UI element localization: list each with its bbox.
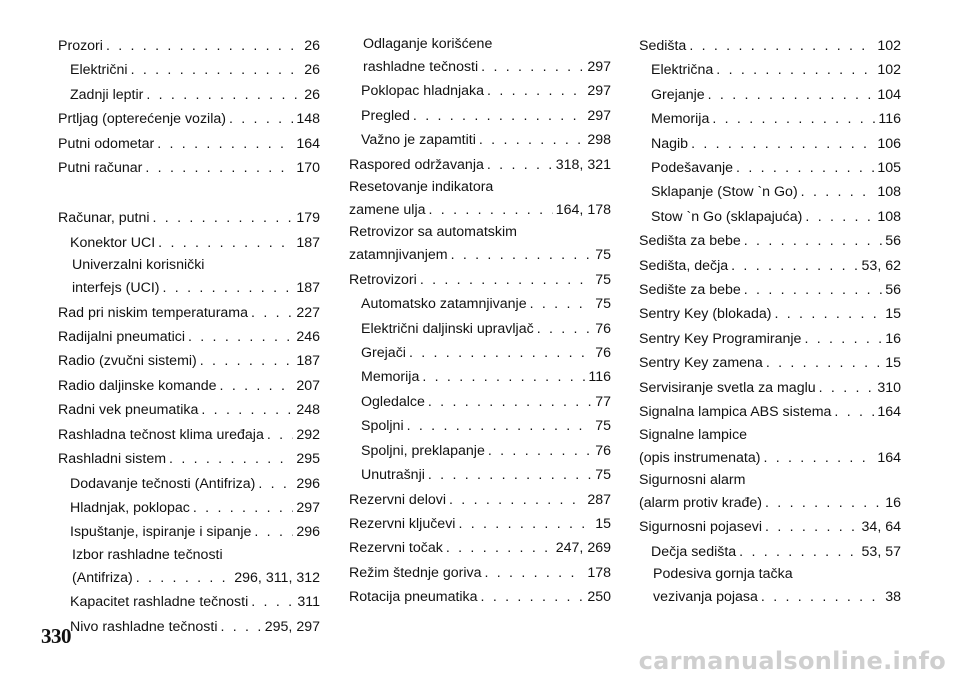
dot-leader bbox=[805, 205, 874, 229]
index-column-1 bbox=[58, 34, 320, 639]
index-entry bbox=[58, 231, 320, 255]
index-entry-pages: 76 bbox=[595, 442, 611, 459]
index-entry bbox=[639, 515, 901, 539]
index-entry-pages: 207 bbox=[296, 377, 320, 394]
dot-leader bbox=[763, 446, 874, 470]
index-entry-pages: 297 bbox=[587, 83, 611, 100]
index-entry-pages: 295 bbox=[296, 451, 320, 468]
index-entry-text: (alarm protiv krađe) bbox=[639, 494, 762, 511]
index-entry-line bbox=[349, 198, 611, 222]
index-entry-pages: 148 bbox=[296, 111, 320, 128]
index-entry-pages: 296 bbox=[296, 524, 320, 541]
index-entry bbox=[349, 414, 611, 438]
dot-leader bbox=[413, 104, 584, 128]
index-entry-pages: 287 bbox=[587, 491, 611, 508]
index-entry bbox=[58, 545, 320, 590]
index-entry-pages: 15 bbox=[885, 355, 901, 372]
index-entry-pages: 310 bbox=[877, 379, 901, 396]
index-entry bbox=[58, 325, 320, 349]
index-entry bbox=[639, 132, 901, 156]
index-entry bbox=[349, 34, 611, 79]
index-entry-pages: 248 bbox=[296, 402, 320, 419]
index-entry bbox=[58, 472, 320, 496]
index-entry-pages: 16 bbox=[885, 330, 901, 347]
index-entry-text: Prozori bbox=[58, 38, 103, 54]
index-entry bbox=[58, 423, 320, 447]
index-entry-line bbox=[653, 585, 901, 609]
index-entry-pages: 296 bbox=[296, 475, 320, 492]
index-entry-text: Memorija bbox=[651, 111, 710, 128]
index-entry-pages: 318, 321 bbox=[555, 156, 611, 173]
index-entry bbox=[349, 79, 611, 103]
index-entry-lead: Retrovizor sa automatskim bbox=[349, 224, 517, 241]
page-number: 330 bbox=[41, 624, 71, 648]
index-entry-text: Zadnji leptir bbox=[70, 86, 144, 103]
index-entry bbox=[639, 107, 901, 131]
index-entry-pages: 56 bbox=[885, 282, 901, 299]
index-entry bbox=[639, 278, 901, 302]
index-entry-pages: 38 bbox=[885, 589, 901, 606]
dot-leader bbox=[409, 341, 592, 365]
index-entry-text: Automatsko zatamnjivanje bbox=[361, 296, 527, 313]
dot-leader bbox=[739, 540, 858, 564]
index-entry-text: Pregled bbox=[361, 107, 410, 124]
index-entry-pages: 75 bbox=[595, 296, 611, 313]
index-entry-text: Konektor UCI bbox=[70, 234, 156, 251]
index-entry-pages: 295, 297 bbox=[264, 618, 320, 635]
dot-leader bbox=[530, 292, 593, 316]
dot-leader bbox=[479, 128, 584, 152]
dot-leader bbox=[449, 488, 584, 512]
index-entry-pages: 102 bbox=[877, 38, 901, 54]
watermark: carmanualsonline.info bbox=[638, 647, 946, 675]
dot-leader bbox=[484, 561, 584, 585]
index-entry-text: Nivo rashladne tečnosti bbox=[70, 618, 218, 635]
dot-leader bbox=[420, 268, 592, 292]
index-entry bbox=[639, 540, 901, 564]
index-entry bbox=[349, 463, 611, 487]
index-entry-text: Sentry Key Programiranje bbox=[639, 330, 802, 347]
dot-leader bbox=[766, 351, 882, 375]
index-entry-lead: Izbor rashladne tečnosti bbox=[72, 546, 223, 563]
index-entry-text: zatamnjivanjem bbox=[349, 247, 448, 264]
index-entry-pages: 247, 269 bbox=[555, 540, 611, 557]
index-entry-pages: 164 bbox=[877, 449, 901, 466]
index-column-3 bbox=[639, 34, 901, 610]
dot-leader bbox=[712, 107, 875, 131]
index-entry-pages: 116 bbox=[588, 369, 611, 386]
dot-leader bbox=[487, 79, 584, 103]
index-entry-text: vezivanja pojasa bbox=[653, 589, 758, 606]
index-entry-text: Rotacija pneumatika bbox=[349, 589, 478, 606]
index-entry-pages: 178 bbox=[587, 564, 611, 581]
index-entry-text: Poklopac hladnjaka bbox=[361, 83, 485, 100]
index-entry bbox=[58, 58, 320, 82]
index-entry-text: Električni daljinski upravljač bbox=[361, 320, 534, 337]
index-entry-pages: 75 bbox=[595, 271, 611, 288]
index-entry bbox=[639, 34, 901, 58]
index-entry-text: Rashladna tečnost klima uređaja bbox=[58, 426, 264, 443]
index-entry bbox=[639, 205, 901, 229]
index-entry-text: Dečja sedišta bbox=[651, 543, 737, 560]
index-entry-text: Raspored održavanja bbox=[349, 156, 484, 173]
index-entry bbox=[349, 341, 611, 365]
index-entry-text: Rezervni točak bbox=[349, 540, 443, 557]
index-entry-line bbox=[639, 446, 901, 470]
index-entry bbox=[639, 470, 901, 515]
index-entry bbox=[349, 128, 611, 152]
index-entry-line bbox=[363, 55, 611, 79]
dot-leader bbox=[537, 317, 593, 341]
index-entry-pages: 77 bbox=[595, 393, 611, 410]
index-entry-text: (Antifriza) bbox=[72, 569, 133, 586]
dot-leader bbox=[801, 180, 875, 204]
index-entry bbox=[639, 180, 901, 204]
dot-leader bbox=[691, 132, 874, 156]
index-entry-text: Servisiranje svetla za maglu bbox=[639, 379, 816, 396]
index-entry bbox=[349, 153, 611, 177]
index-entry-lead: Odlaganje korišćene bbox=[363, 36, 493, 52]
dot-leader bbox=[200, 349, 294, 373]
index-entry-pages: 116 bbox=[878, 111, 901, 128]
dot-leader bbox=[146, 83, 301, 107]
dot-leader bbox=[153, 206, 294, 230]
index-entry-text: Električni bbox=[70, 62, 128, 79]
index-entry bbox=[349, 177, 611, 222]
index-entry bbox=[58, 83, 320, 107]
index-entry-text: Memorija bbox=[361, 369, 420, 386]
index-entry-text: Signalna lampica ABS sistema bbox=[639, 404, 832, 421]
dot-leader bbox=[429, 198, 553, 222]
dot-leader bbox=[422, 365, 585, 389]
index-entry-pages: 26 bbox=[304, 62, 320, 79]
dot-leader bbox=[163, 276, 294, 300]
index-column-2 bbox=[349, 34, 611, 610]
index-entry-pages: 292 bbox=[296, 426, 320, 443]
index-entry bbox=[58, 301, 320, 325]
index-entry-text: Rad pri niskim temperaturama bbox=[58, 304, 249, 321]
index-entry-pages: 108 bbox=[877, 208, 901, 225]
index-entry-pages: 250 bbox=[587, 589, 611, 606]
dot-leader bbox=[819, 376, 875, 400]
index-entry bbox=[58, 398, 320, 422]
index-entry-text: Spoljni, preklapanje bbox=[361, 442, 485, 459]
index-entry-pages: 297 bbox=[587, 59, 611, 75]
dot-leader bbox=[407, 414, 593, 438]
index-entry-pages: 179 bbox=[296, 210, 320, 227]
index-entry-text: Putni odometar bbox=[58, 135, 155, 152]
index-entry-text: Sedište za bebe bbox=[639, 282, 741, 299]
index-entry-text: Prtljag (opterećenje vozila) bbox=[58, 111, 226, 128]
index-entry-text: Hladnjak, poklopac bbox=[70, 499, 190, 516]
index-entry-text: Podešavanje bbox=[651, 160, 734, 177]
index-entry-pages: 105 bbox=[877, 160, 901, 177]
dot-leader bbox=[765, 515, 859, 539]
index-entry-pages: 75 bbox=[595, 418, 611, 435]
dot-leader bbox=[220, 615, 261, 639]
index-entry-pages: 76 bbox=[595, 320, 611, 337]
index-entry-pages: 297 bbox=[587, 107, 611, 124]
index-entry-pages: 227 bbox=[296, 304, 320, 321]
index-entry-text: zamene ulja bbox=[349, 202, 426, 219]
index-entry-pages: 53, 62 bbox=[861, 257, 901, 274]
index-entry bbox=[58, 447, 320, 471]
index-entry-text: Putni računar bbox=[58, 160, 143, 177]
dot-leader bbox=[254, 520, 293, 544]
index-entry-pages: 104 bbox=[877, 86, 901, 103]
dot-leader bbox=[761, 585, 882, 609]
index-entry bbox=[349, 512, 611, 536]
dot-leader bbox=[736, 156, 874, 180]
index-entry-text: Radni vek pneumatika bbox=[58, 402, 199, 419]
index-entry bbox=[639, 400, 901, 424]
dot-leader bbox=[487, 153, 553, 177]
index-entry-pages: 102 bbox=[877, 62, 901, 79]
index-entry bbox=[58, 590, 320, 614]
index-entry-text: Sedišta, dečja bbox=[639, 257, 729, 274]
dot-leader bbox=[157, 132, 293, 156]
dot-leader bbox=[804, 327, 882, 351]
index-entry-text: Grejači bbox=[361, 345, 406, 362]
index-entry-text: Sigurnosni pojasevi bbox=[639, 519, 763, 536]
index-entry-pages: 108 bbox=[877, 184, 901, 201]
dot-leader bbox=[258, 472, 293, 496]
dot-leader bbox=[481, 585, 585, 609]
index-entry-pages: 187 bbox=[296, 353, 320, 370]
dot-leader bbox=[220, 374, 294, 398]
index-entry-line bbox=[72, 276, 320, 300]
index-entry-pages: 311 bbox=[297, 594, 320, 611]
index-entry bbox=[639, 254, 901, 278]
index-entry-pages: 75 bbox=[595, 247, 611, 264]
index-entry-lead: Sigurnosni alarm bbox=[639, 471, 746, 488]
dot-leader bbox=[201, 398, 293, 422]
index-entry bbox=[349, 365, 611, 389]
index-entry-text: Računar, putni bbox=[58, 210, 150, 227]
dot-leader bbox=[834, 400, 874, 424]
index-entry bbox=[58, 349, 320, 373]
index-entry-pages: 296, 311, 312 bbox=[234, 569, 320, 586]
index-entry-pages: 164 bbox=[877, 404, 901, 421]
index-entry-pages: 187 bbox=[296, 280, 320, 297]
index-entry bbox=[639, 229, 901, 253]
index-entry-pages: 246 bbox=[296, 329, 320, 346]
index-entry bbox=[639, 564, 901, 609]
index-entry-text: Sentry Key zamena bbox=[639, 355, 763, 372]
index-entry bbox=[639, 351, 901, 375]
dot-leader bbox=[708, 83, 875, 107]
index-entry bbox=[639, 425, 901, 470]
index-entry-pages: 26 bbox=[304, 86, 320, 103]
index-entry bbox=[58, 156, 320, 180]
dot-leader bbox=[428, 390, 592, 414]
index-entry-text: Sedišta bbox=[639, 38, 687, 54]
index-entry-text: interfejs (UCI) bbox=[72, 280, 160, 297]
dot-leader bbox=[689, 34, 874, 58]
dot-leader bbox=[188, 325, 293, 349]
index-entry bbox=[58, 107, 320, 131]
index-entry bbox=[349, 536, 611, 560]
index-entry bbox=[349, 488, 611, 512]
index-entry-line bbox=[72, 566, 320, 590]
index-entry-text: Dodavanje tečnosti (Antifriza) bbox=[70, 475, 256, 492]
index-entry-pages: 164 bbox=[296, 135, 320, 152]
dot-leader bbox=[169, 447, 293, 471]
dot-leader bbox=[136, 566, 232, 590]
index-entry-pages: 76 bbox=[595, 345, 611, 362]
index-entry-pages: 15 bbox=[595, 515, 611, 532]
index-entry-lead: Resetovanje indikatora bbox=[349, 179, 494, 196]
dot-leader bbox=[744, 278, 882, 302]
index-entry-pages: 16 bbox=[885, 494, 901, 511]
dot-leader bbox=[716, 58, 874, 82]
dot-leader bbox=[251, 590, 294, 614]
index-entry-text: Nagib bbox=[651, 135, 689, 152]
index-entry bbox=[349, 585, 611, 609]
index-entry bbox=[58, 132, 320, 156]
index-entry-text: Važno je zapamtiti bbox=[361, 132, 476, 149]
index-entry-pages: 34, 64 bbox=[861, 519, 901, 536]
index-entry bbox=[639, 327, 901, 351]
index-entry bbox=[58, 255, 320, 300]
index-entry-text: Stow `n Go (sklapajuća) bbox=[651, 208, 803, 225]
index-entry bbox=[58, 206, 320, 230]
index-spacer bbox=[58, 180, 320, 206]
index-entry-pages: 164, 178 bbox=[555, 202, 611, 219]
index-entry bbox=[58, 374, 320, 398]
index-entry-line bbox=[349, 243, 611, 267]
index-entry-text: Retrovizori bbox=[349, 271, 417, 288]
index-entry bbox=[349, 222, 611, 267]
index-entry-text: rashladne tečnosti bbox=[363, 59, 479, 75]
index-entry bbox=[349, 390, 611, 414]
index-entry-lead: Signalne lampice bbox=[639, 426, 748, 443]
index-entry-pages: 53, 57 bbox=[861, 543, 901, 560]
index-entry-text: Rashladni sistem bbox=[58, 451, 167, 468]
index-entry-pages: 15 bbox=[885, 306, 901, 323]
dot-leader bbox=[446, 536, 553, 560]
index-entry bbox=[349, 104, 611, 128]
index-entry-text: Kapacitet rashladne tečnosti bbox=[70, 594, 249, 611]
index-entry bbox=[639, 156, 901, 180]
dot-leader bbox=[481, 55, 584, 79]
index-entry bbox=[639, 302, 901, 326]
index-entry bbox=[58, 496, 320, 520]
index-entry-text: Sklapanje (Stow `n Go) bbox=[651, 184, 798, 201]
index-entry bbox=[349, 268, 611, 292]
index-entry-text: Unutrašnji bbox=[361, 467, 425, 484]
index-entry-pages: 106 bbox=[877, 135, 901, 152]
index-entry bbox=[349, 439, 611, 463]
index-entry bbox=[58, 34, 320, 58]
index-entry-pages: 75 bbox=[595, 467, 611, 484]
index-entry-text: Električna bbox=[651, 62, 714, 79]
index-entry-text: Ispuštanje, ispiranje i sipanje bbox=[70, 524, 252, 541]
index-entry-pages: 298 bbox=[587, 132, 611, 149]
index-entry-pages: 187 bbox=[296, 234, 320, 251]
dot-leader bbox=[106, 34, 301, 58]
index-entry-text: Rezervni ključevi bbox=[349, 515, 456, 532]
dot-leader bbox=[488, 439, 592, 463]
index-entry-lead: Univerzalni korisnički bbox=[72, 257, 205, 274]
dot-leader bbox=[451, 243, 593, 267]
dot-leader bbox=[131, 58, 302, 82]
index-entry-line bbox=[639, 491, 901, 515]
index-entry bbox=[58, 615, 320, 639]
index-entry-pages: 56 bbox=[885, 233, 901, 250]
index-entry-text: Grejanje bbox=[651, 86, 705, 103]
dot-leader bbox=[193, 496, 293, 520]
index-entry-pages: 297 bbox=[296, 499, 320, 516]
index-entry bbox=[639, 83, 901, 107]
dot-leader bbox=[731, 254, 858, 278]
dot-leader bbox=[458, 512, 592, 536]
dot-leader bbox=[267, 423, 293, 447]
dot-leader bbox=[765, 491, 882, 515]
dot-leader bbox=[158, 231, 293, 255]
index-entry bbox=[349, 317, 611, 341]
index-entry-pages: 170 bbox=[296, 160, 320, 177]
index-entry-text: Radijalni pneumatici bbox=[58, 329, 185, 346]
index-entry-lead: Podesiva gornja tačka bbox=[653, 566, 793, 583]
index-entry-text: Spoljni bbox=[361, 418, 404, 435]
index-entry bbox=[58, 520, 320, 544]
index-entry bbox=[639, 376, 901, 400]
index-entry-text: Sedišta za bebe bbox=[639, 233, 741, 250]
index-entry bbox=[349, 292, 611, 316]
dot-leader bbox=[229, 107, 293, 131]
index-entry-text: (opis instrumenata) bbox=[639, 449, 761, 466]
index-entry bbox=[349, 561, 611, 585]
index-entry-pages: 26 bbox=[304, 38, 320, 54]
index-entry-text: Radio daljinske komande bbox=[58, 377, 217, 394]
dot-leader bbox=[251, 301, 293, 325]
index-entry-text: Ogledalce bbox=[361, 393, 425, 410]
dot-leader bbox=[744, 229, 882, 253]
dot-leader bbox=[145, 156, 293, 180]
index-entry-text: Režim štednje goriva bbox=[349, 564, 482, 581]
index-entry-text: Rezervni delovi bbox=[349, 491, 446, 508]
dot-leader bbox=[774, 302, 882, 326]
index-entry-text: Sentry Key (blokada) bbox=[639, 306, 772, 323]
dot-leader bbox=[428, 463, 592, 487]
index-entry-text: Radio (zvučni sistemi) bbox=[58, 353, 197, 370]
index-entry bbox=[639, 58, 901, 82]
